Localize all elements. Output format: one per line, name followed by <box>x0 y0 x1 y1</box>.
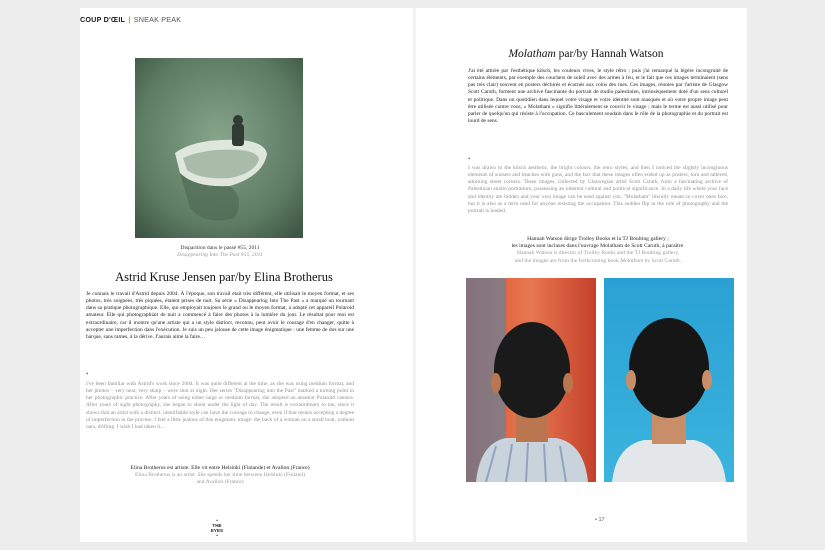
author-bio-en-line1: Elina Brotherus is an artist. She spends her time between Helsinki (Finland) <box>135 472 305 479</box>
author-bio-en-line1: Hannah Watson is director of Trolley Books and the TJ Boulting gallery, <box>516 250 680 257</box>
author-bio-right <box>468 236 728 265</box>
author-bio-fr: Elina Brotherus est artiste. Elle vit entre Helsinki (Finlande) et Avallon (France) <box>130 465 310 471</box>
photo-caption <box>80 245 360 259</box>
left-page <box>80 8 413 542</box>
bio-en-pre: and the images are from the forthcoming book <box>514 257 621 264</box>
article-body-fr-left: Je connais le travail d'Astrid depuis 2004. À l'époque, son travail était très différent, elle utilisait le moyen format, et ses photos, très soignées, très piquées, étaient prises de nuit. Sa série « Disappearing Into The Past » a marqué un tournant dans sa pratique photographique. Elle, qui employait toujours le grand ou le moyen format, a adopté cet appareil Polaroid amateur. Elle qui photographiait de nuit a commencé à faire des photos à la lumière du jour. Le résultat pour moi est extraordinaire, car il montre qu'une artiste qui a un style distinct, reconnu, peut avoir le courage d'en changer, quitte à accepter une imperfection dans l'exécution. Je suis un peu jalouse de cette image énigmatique : une femme de dos sur une barque, sans rames, à la dérive. J'aurais aimé la faire… <box>86 291 354 340</box>
bio-en-italic: Molatham <box>620 257 644 264</box>
logo-line-eyes: EYES <box>210 528 224 533</box>
divider-dot: • <box>86 370 89 378</box>
photo-caption-en: Disappearing Into The Past #55, 2011 <box>177 252 263 259</box>
author-bio-left <box>80 465 360 487</box>
author-bio-en-line2 <box>468 258 728 265</box>
author-bio-en-line2: and Avallon (France) <box>196 479 244 486</box>
article-body-en-right: I was drawn to the kitsch aesthetic, the bright colours, the retro styles; and then I noticed the slightly incongruous elements of sunsets and beaches with guns, and the fact that these images often ended up as posters, torn and tattered, adorning street corners. These images, collected by Glaswegian artist Scott Caruth, form a fascinating archive of Palestinian studio portraiture, possessing an inherent cultural and political significance. In a daily life where your face and identity are hidden and your own image can be used against you, "Molatham" literally means to cover ones face, but it is also as a term used for anyone resisting the occupation. This sudden flip in the role of photography and the portrait is loaded. <box>468 165 728 214</box>
right-page <box>416 8 747 542</box>
author-bio-fr-line1: Hannah Watson dirige Trolley Books et la TJ Boulting gallery ; <box>527 236 669 242</box>
article-body-fr-right: J'ai été attirée par l'esthétique kitsch, les couleurs vives, le style rétro ; puis j'ai remarqué la légère incongruité de certains éléments, par exemple des couchers de soleil avec des armes à feu, et le fait que ces images terminaient (sens pas très clair) souvent en posters déchirés et écornés aux coins des rues. Ces images, réunies par l'artiste de Glasgow Scott Caruth, forment une archive fascinante du portrait de studio palestinien, intrinsèquement doté d'un sens culturel et politique. Dans un quotidien dans lequel votre visage et votre identité sont masqués et où votre propre image peut être utilisée contre vous, « Molatham » signifie littéralement se couvrir le visage ; mais le terme est aussi utilisé pour parler de quelqu'un qui résiste à l'occupation. Ce basculement soudain dans le rôle de la photographie et du portrait est lourd de sens. <box>468 68 728 125</box>
photo-caption-fr: Disparition dans le passé #55, 2011 <box>180 245 260 251</box>
header-separator: | <box>128 15 131 24</box>
logo-line-the: THE <box>212 523 222 528</box>
article-title-right <box>476 48 696 60</box>
boat-photo <box>135 58 303 238</box>
divider-dot: • <box>468 155 471 163</box>
header-section: SNEAK PEAK <box>133 15 182 24</box>
portrait-photo-blue <box>604 278 734 482</box>
section-header <box>80 15 181 24</box>
article-body-en-left: I've been familiar with Astrid's work since 2004. It was quite different at the time, as she was using medium format, and her photos – very neat, very sharp – were shot at night. Her series "Disappearing into the Past" marked a turning point in her photographic practice. After years of using either large or medium format, she adopted an amateur Polaroid camera. After years of night photography, she began to shoot under the light of day. The result is extraordinary to me, since it shows that an artist with a distinct, identifiable style can have the courage to change, even if that means accepting a degree of imperfection in the process. I feel a little jealous of this enigmatic image: the back of a woman on a small boat, without oars, drifting. I wish I had taken it… <box>86 381 354 430</box>
the-eyes-logo: • THE EYES • <box>208 518 226 538</box>
article-title-left: Astrid Kruse Jensen par/by Elina Brotherus <box>115 270 333 284</box>
title-italic: Molatham <box>508 48 556 60</box>
page-number: • 17 <box>595 517 605 523</box>
author-bio-fr-line2: les images sont incluses dans l'ouvrage Molatham de Scott Caruth, à paraître. <box>511 243 685 250</box>
bio-en-post: by Scott Caruth. <box>643 257 682 264</box>
portrait-photo-red <box>466 278 596 482</box>
header-brand: COUP D'ŒIL <box>80 15 126 24</box>
title-rest: par/by Hannah Watson <box>555 48 664 60</box>
